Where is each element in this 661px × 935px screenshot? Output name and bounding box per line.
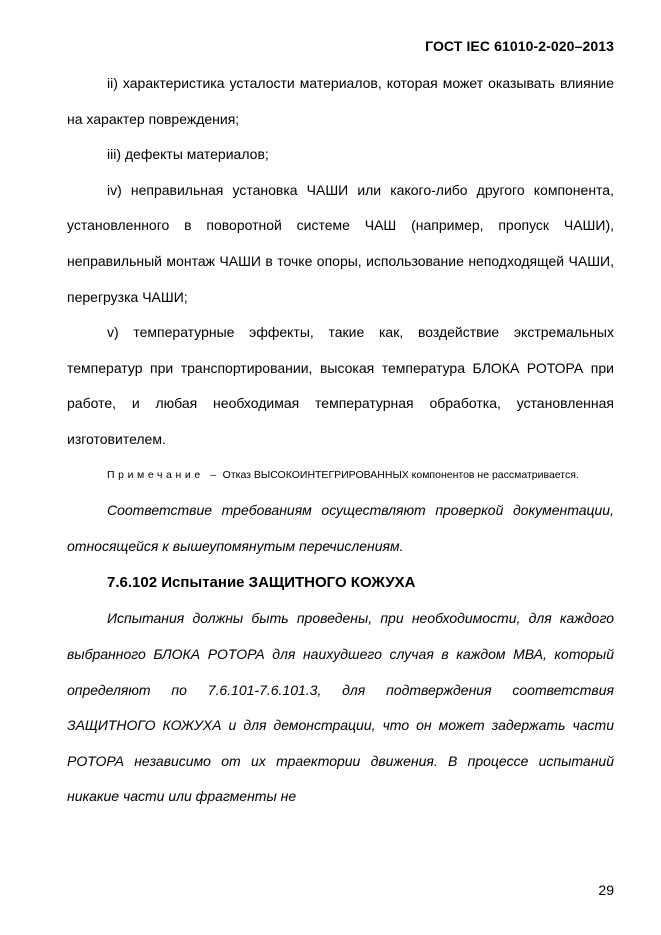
section-heading: 7.6.102 Испытание ЗАЩИТНОГО КОЖУХА [107, 574, 416, 592]
paragraph-item-ii: ii) характеристика усталости материалов, которая может оказывать влияние на характер повреждения; [67, 75, 614, 127]
note [67, 458, 614, 494]
section-paragraph: Испытания должны быть проведены, при необходимости, для каждого выбранного БЛОКА РОТОРА для наихудшего случая в каждом МВА, который определяют по 7.6.101-7.6.101.3, для подтверждения соответствия ЗАЩИТНОГО КОЖУХА и для демонстрации, что он может задержать части РОТОРА независимо от их траектории движения. В процессе испытаний никакие части или фрагменты не [67, 610, 614, 805]
compliance-paragraph: Соответствие требованиям осуществляют проверкой документации, относящейся к вышеупомянутым перечислениям. [67, 502, 614, 554]
note-label: Примечание – [107, 468, 220, 481]
document-code-header: ГОСТ IEC 61010-2-020–2013 [425, 38, 614, 54]
paragraph-item-iii: iii) дефекты материалов; [107, 146, 269, 163]
paragraph-item-v: v) температурные эффекты, такие как, воздействие экстремальных температур при транспортировании, высокая температура БЛОКА РОТОРА при работе, и любая необходимая температурная обработка, установленная изготовителем. [67, 324, 614, 447]
page-number: 29 [598, 882, 614, 898]
body-text [67, 66, 614, 815]
paragraph-item-iv: iv) неправильная установка ЧАШИ или какого-либо другого компонента, установленного в поворотной системе ЧАШ (например, пропуск ЧАШИ), неправильный монтаж ЧАШИ в точке опоры, использование неподходящей ЧАШИ, перегрузка ЧАШИ; [67, 181, 614, 305]
note-text: Отказ ВЫСОКОИНТЕГРИРОВАННЫХ компонентов не рассматривается. [222, 468, 579, 481]
